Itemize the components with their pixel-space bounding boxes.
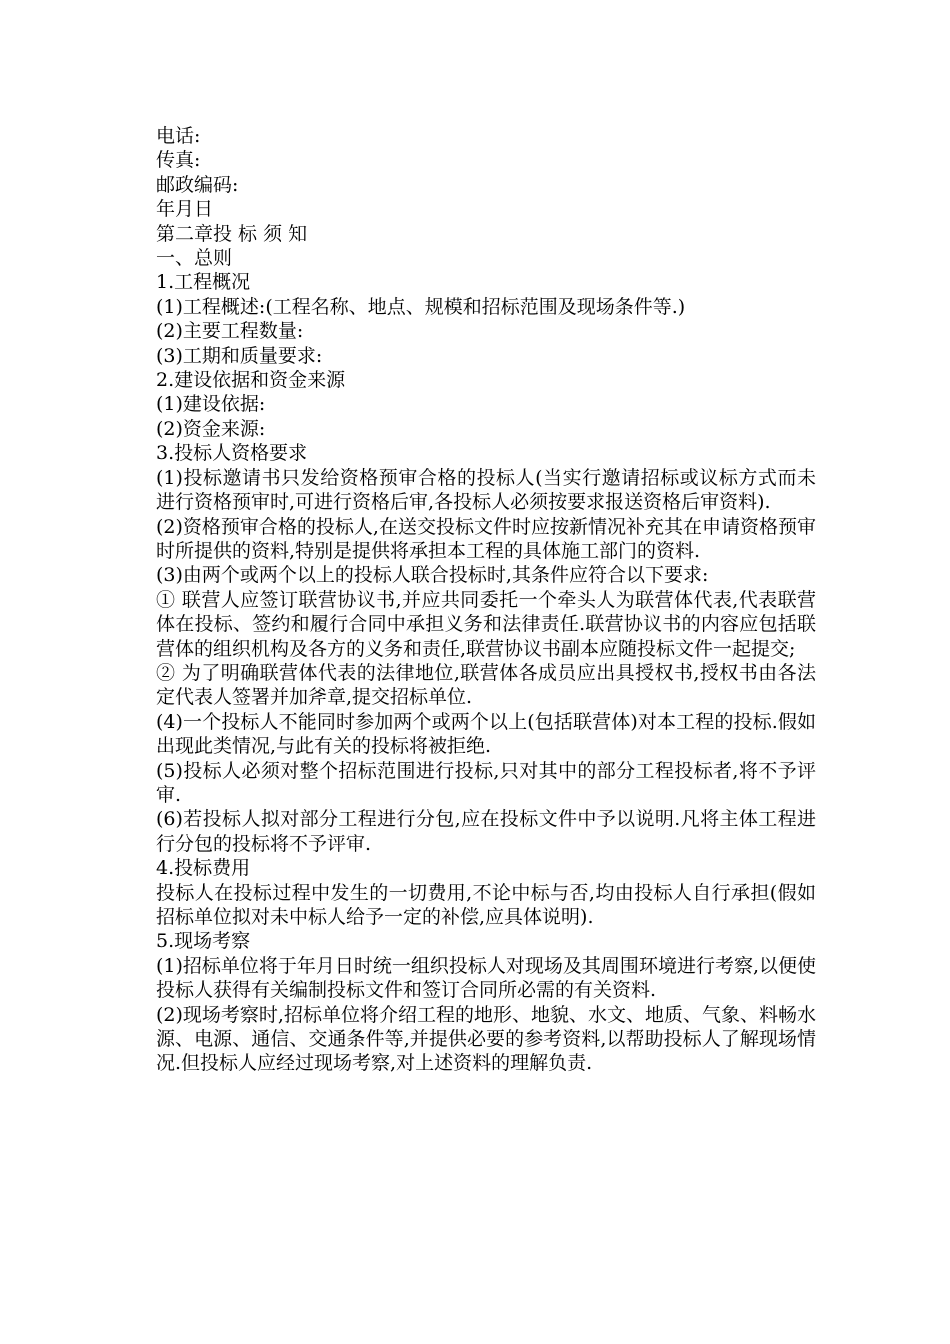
paragraph: (3)由两个或两个以上的投标人联合投标时,其条件应符合以下要求: <box>156 564 709 587</box>
paragraph: 投标人在投标过程中发生的一切费用,不论中标与否,均由投标人自行承担(假如招标单位拟对未中标人给予一定的补偿,应具体说明). <box>156 881 816 928</box>
paragraph: (3)工期和质量要求: <box>156 344 323 367</box>
paragraph: (2)主要工程数量: <box>156 320 304 343</box>
paragraph: (6)若投标人拟对部分工程进行分包,应在投标文件中予以说明.凡将主体工程进行分包的投标将不予评审. <box>156 808 816 855</box>
subsection-heading: 2.建设依据和资金来源 <box>156 369 346 392</box>
document-body <box>156 124 816 1076</box>
chapter-title: 第二章投 标 须 知 <box>156 222 308 245</box>
paragraph: (1)工程概述:(工程名称、地点、规模和招标范围及现场条件等.) <box>156 295 686 318</box>
paragraph: (2)现场考察时,招标单位将介绍工程的地形、地貌、水文、地质、气象、料畅水源、电源、通信、交通条件等,并提供必要的参考资料,以帮助投标人了解现场情况.但投标人应经过现场考察,对上述资料的理解负责. <box>156 1003 816 1075</box>
paragraph: (1)投标邀请书只发给资格预审合格的投标人(当实行邀请招标或议标方式而未进行资格预审时,可进行资格后审,各投标人必须按要求报送资格后审资料). <box>156 466 816 514</box>
paragraph: (2)资格预审合格的投标人,在送交投标文件时应按新情况补充其在申请资格预审时所提供的资料,特别是提供将承担本工程的具体施工部门的资料. <box>156 515 816 562</box>
subsection-heading: 4.投标费用 <box>156 857 251 880</box>
date-line: 年月日 <box>156 198 214 221</box>
subsection-heading: 5.现场考察 <box>156 930 251 953</box>
contact-fax: 传真: <box>156 149 201 172</box>
section-heading: 一、总则 <box>156 247 233 270</box>
paragraph: (1)招标单位将于年月日时统一组织投标人对现场及其周围环境进行考察,以便使投标人获得有关编制投标文件和签订合同所必需的有关资料. <box>156 954 816 1002</box>
paragraph: (1)建设依据: <box>156 393 266 416</box>
paragraph: (4)一个投标人不能同时参加两个或两个以上(包括联营体)对本工程的投标.假如出现此类情况,与此有关的投标将被拒绝. <box>156 710 816 758</box>
contact-phone: 电话: <box>156 125 201 147</box>
paragraph: (2)资金来源: <box>156 417 266 440</box>
paragraph: ① 联营人应签订联营协议书,并应共同委托一个牵头人为联营体代表,代表联营体在投标、签约和履行合同中承担义务和法律责任.联营协议书的内容应包括联营体的组织机构及各方的义务和责任,联营协议书副本应随投标文件一起提交; <box>156 588 816 660</box>
paragraph: (5)投标人必须对整个招标范围进行投标,只对其中的部分工程投标者,将不予评审. <box>156 759 816 806</box>
paragraph: ② 为了明确联营体代表的法律地位,联营体各成员应出具授权书,授权书由各法定代表人签署并加斧章,提交招标单位. <box>156 661 816 709</box>
subsection-heading: 1.工程概况 <box>156 271 251 294</box>
contact-postcode: 邮政编码: <box>156 173 239 196</box>
subsection-heading: 3.投标人资格要求 <box>156 442 308 465</box>
